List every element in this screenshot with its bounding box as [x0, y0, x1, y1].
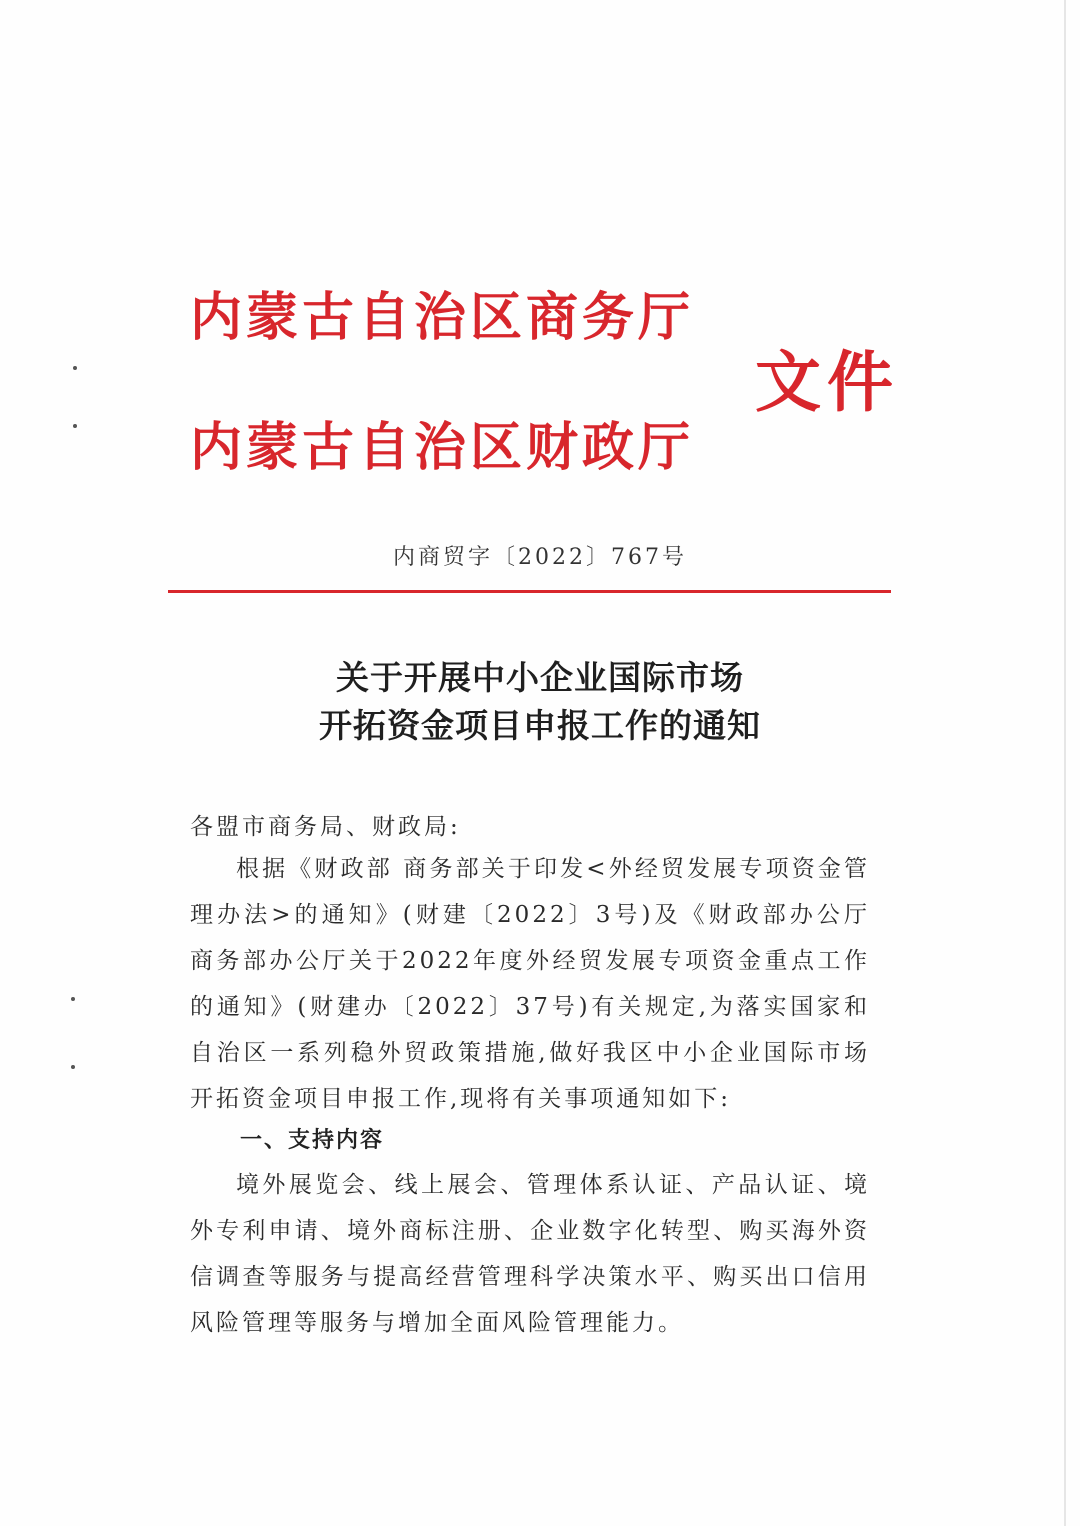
body-paragraph-2: 境外展览会、线上展会、管理体系认证、产品认证、境外专利申请、境外商标注册、企业数字化转型、购买海外资信调查等服务与提高经营管理科学决策水平、购买出口信用风险管理等服务与增加全面风险管理能力。: [190, 1172, 870, 1336]
document-word: 文件: [755, 343, 899, 421]
scan-edge-line: [1064, 0, 1066, 1526]
red-divider: [168, 590, 891, 593]
binding-dot: [73, 366, 77, 370]
issuer-commerce-department: 内蒙古自治区商务厅: [190, 287, 695, 348]
document-header: [190, 280, 910, 490]
document-number: 内商贸字〔2022〕767号: [393, 545, 687, 570]
issuer-finance-department: 内蒙古自治区财政厅: [190, 417, 695, 478]
binding-dot: [73, 424, 77, 428]
document-title-line-1: 关于开展中小企业国际市场: [336, 658, 744, 697]
section-heading-support-content: 一、支持内容: [240, 1128, 385, 1153]
binding-dot: [71, 997, 75, 1001]
document-title-line-2: 开拓资金项目申报工作的通知: [319, 706, 761, 745]
binding-dot: [71, 1065, 75, 1069]
body-paragraph-1: 根据《财政部 商务部关于印发<外经贸发展专项资金管理办法>的通知》(财建〔2022〕3号)及《财政部办公厅 商务部办公厅关于2022年度外经贸发展专项资金重点工作的通知》(财建办〔2022〕37号)有关规定,为落实国家和自治区一系列稳外贸政策措施,做好我区中小企业国际市场开拓资金项目申报工作,现将有关事项通知如下:: [190, 856, 870, 1112]
salutation: 各盟市商务局、财政局:: [190, 814, 461, 840]
